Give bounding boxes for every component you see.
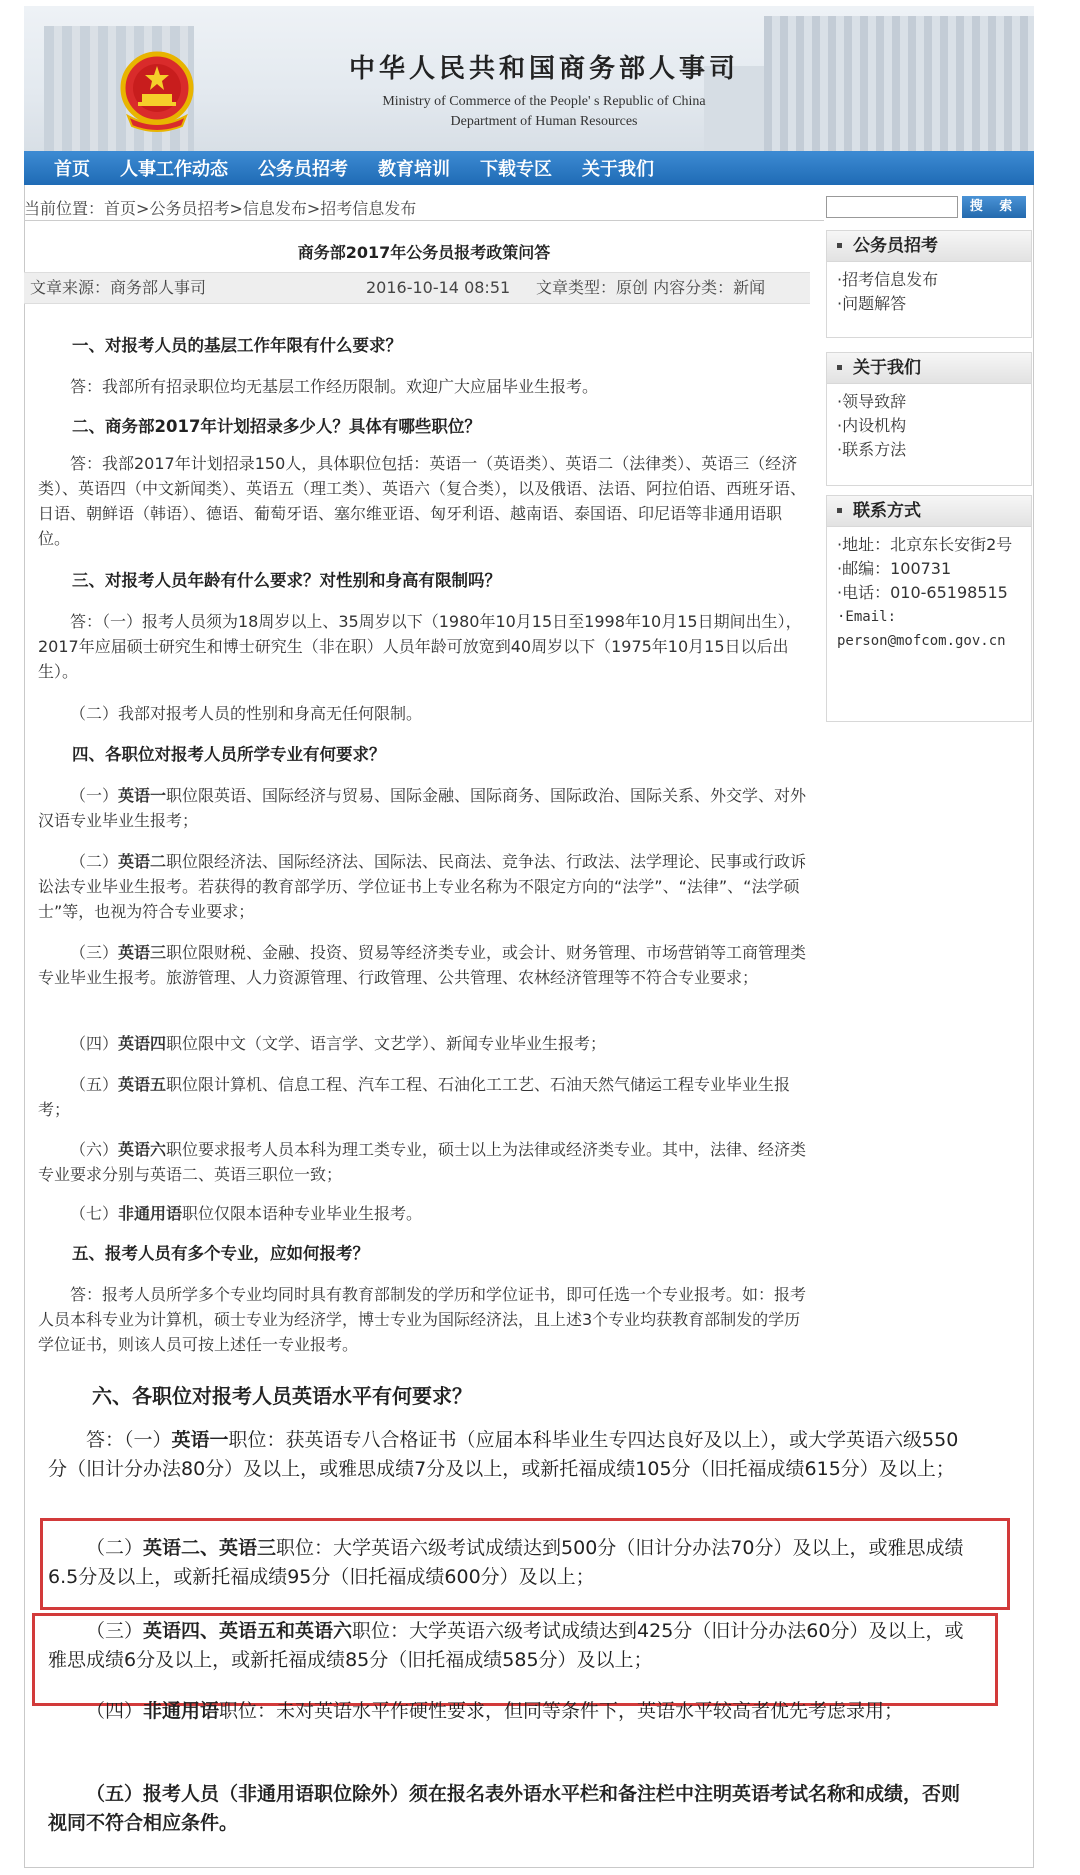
sidebar-section-about [826,352,1032,384]
answer-4-1 [38,783,810,833]
answer-text: 职位：获英语专八合格证书（应届本科毕业生专四达良好及以上），或大学英语六级550分（旧计分办法80分）及以上，或雅思成绩7分及以上，或新托福成绩105分（旧托福成绩615分）及以上； [48,1429,959,1480]
main-nav [24,151,1034,185]
answer-2: 答：我部2017年计划招录150人，具体职位包括：英语一（英语类）、英语二（法律类）、英语三（经济类）、英语四（中文新闻类）、英语五（理工类）、英语六（复合类），以及俄语、法语、阿拉伯语、西班牙语、日语、朝鲜语（韩语）、德语、葡萄牙语、塞尔维亚语、匈牙利语、越南语、泰国语、印尼语等非通用语职位。 [38,454,807,548]
answer-6-2 [48,1534,968,1592]
answer-4-3 [38,940,810,990]
sidebar-section-title: 联系方式 [853,501,921,521]
sidebar-link-faq[interactable]: ·问题解答 [837,294,907,313]
answer-text: 职位限财税、金融、投资、贸易等经济类专业，或会计、财务管理、市场营销等工商管理类专业毕业生报考。旅游管理、人力资源管理、行政管理、公共管理、农林经济管理等不符合专业要求； [38,943,807,987]
sidebar-link-info[interactable]: ·招考信息发布 [837,270,939,289]
answer-position: 英语二、英语三 [143,1537,277,1559]
question-4: 四、各职位对报考人员所学专业有何要求？ [72,745,386,764]
answer-prefix: （五） [70,1075,119,1094]
contact-phone: ·电话：010-65198515 [837,583,1008,602]
answer-prefix: （二） [86,1537,144,1559]
answer-text: 职位限计算机、信息工程、汽车工程、石油化工工艺、石油天然气储运工程专业毕业生报考； [38,1075,791,1119]
answer-text: 职位仅限本语种专业毕业生报考。 [182,1204,423,1223]
bullet-icon [837,508,842,513]
answer-position: 英语三 [118,943,167,962]
article-title: 商务部2017年公务员报考政策问答 [297,243,551,262]
search-button[interactable]: 搜 索 [962,196,1026,218]
nav-home[interactable]: 首页 [54,159,90,180]
answer-6-1 [48,1426,968,1484]
contact-zip: ·邮编：100731 [837,559,952,578]
bullet-icon [837,243,842,248]
answer-prefix: 答：（一） [86,1429,172,1451]
breadcrumb-info[interactable]: 信息发布 [242,199,307,218]
sidebar-section-contact [826,495,1032,527]
answer-position: 英语四、英语五和英语六 [143,1620,353,1642]
sidebar-link-leaders[interactable]: ·领导致辞 [837,392,907,411]
sidebar-box-recruitment [826,262,1032,338]
answer-5: 答：报考人员所学多个专业均同时具有教育部制发的学历和学位证书，即可任选一个专业报考。如：报考人员本科专业为计算机，硕士专业为经济学，博士专业为国际经济法，且上述3个专业均获教育部制发的学历学位证书，则该人员可按上述任一专业报考。 [38,1285,807,1354]
breadcrumb-divider [24,220,824,221]
answer-prefix: （六） [70,1140,119,1159]
question-6: 六、各职位对报考人员英语水平有何要求？ [92,1384,472,1408]
answer-prefix: （二） [70,852,119,871]
answer-prefix: （三） [86,1620,144,1642]
search-input[interactable] [826,196,958,218]
answer-prefix: （三） [70,943,119,962]
answer-prefix: （四） [86,1700,144,1722]
breadcrumb-sep: > [136,199,150,218]
sidebar-box-contact [826,527,1032,722]
site-title-en: Ministry of Commerce of the People' s Republic of China [382,94,706,109]
sidebar-section-recruitment [826,230,1032,262]
answer-position: 英语四 [118,1034,167,1053]
question-3: 三、对报考人员年龄有什么要求？对性别和身高有限制吗？ [72,571,501,590]
breadcrumb-sep: > [306,199,321,218]
breadcrumb-recruitment[interactable]: 公务员招考 [149,199,230,218]
answer-text: 职位限中文（文学、语言学、文艺学）、新闻专业毕业生报考； [166,1034,607,1053]
contact-email-label: ·Email: [837,609,897,625]
question-5: 五、报考人员有多个专业，应如何报考？ [72,1244,369,1263]
nav-downloads[interactable]: 下载专区 [480,159,552,180]
answer-text: 职位：大学英语六级考试成绩达到425分（旧计分办法60分）及以上，或雅思成绩6分及以上，或新托福成绩85分（旧托福成绩585分）及以上； [48,1620,964,1671]
answer-prefix: （四） [70,1034,119,1053]
answer-6-5: （五）报考人员（非通用语职位除外）须在报名表外语水平栏和备注栏中注明英语考试名称和成绩，否则视同不符合相应条件。 [48,1783,961,1834]
answer-position: 非通用语 [143,1700,220,1722]
answer-text: 职位：未对英语水平作硬性要求，但同等条件下，英语水平较高者优先考虑录用； [219,1700,904,1722]
sidebar-link-contact[interactable]: ·联系方法 [837,440,907,459]
answer-4-2 [38,849,810,924]
answer-4-5 [38,1072,810,1122]
answer-4-7 [38,1201,810,1226]
nav-training[interactable]: 教育培训 [378,159,450,180]
question-1: 一、对报考人员的基层工作年限有什么要求？ [72,336,402,355]
answer-1: 答：我部所有招录职位均无基层工作经历限制。欢迎广大应届毕业生报考。 [70,377,599,396]
nav-recruitment[interactable]: 公务员招考 [258,159,348,180]
answer-text: 职位要求报考人员本科为理工类专业，硕士以上为法律或经济类专业。其中，法律、经济类专业要求分别与英语二、英语三职位一致； [38,1140,807,1184]
site-header [24,6,1034,151]
sidebar-link-structure[interactable]: ·内设机构 [837,416,907,435]
nav-hr-news[interactable]: 人事工作动态 [120,159,228,180]
answer-position: 英语六 [118,1140,167,1159]
answer-position: 非通用语 [118,1204,183,1223]
answer-position: 英语一 [171,1429,229,1451]
header-building-right [764,16,1034,151]
contact-email[interactable]: person@mofcom.gov.cn [837,633,1006,649]
question-2: 二、商务部2017年计划招录多少人？具体有哪些职位？ [72,417,481,436]
breadcrumb-sep: > [229,199,243,218]
answer-3-1: 答：（一）报考人员须为18周岁以上、35周岁以下（1980年10月15日至1998年10月15日期间出生），2017年应届硕士研究生和博士研究生（非在职）人员年龄可放宽到40周岁以下（1975年10月15日以后出生）。 [38,612,802,681]
answer-position: 英语一 [118,786,167,805]
article-meta [24,272,810,304]
answer-6-4 [48,1697,968,1726]
article-date: 2016-10-14 08:51 [366,278,511,297]
breadcrumb-prefix: 当前位置： [24,199,105,218]
sidebar-section-title: 关于我们 [853,358,921,378]
answer-position: 英语五 [118,1075,167,1094]
answer-position: 英语二 [118,852,167,871]
answer-text: 职位限经济法、国际经济法、国际法、民商法、竞争法、行政法、法学理论、民事或行政诉讼法专业毕业生报考。若获得的教育部学历、学位证书上专业名称为不限定方向的“法学”、“法律”、“法学硕士”等，也视为符合专业要求； [38,852,807,921]
answer-prefix: （七） [70,1204,119,1223]
answer-4-4 [38,1031,810,1056]
breadcrumb [24,196,416,219]
answer-6-3 [48,1617,968,1675]
breadcrumb-current[interactable]: 招考信息发布 [320,199,417,218]
breadcrumb-home[interactable]: 首页 [104,199,137,218]
answer-text: 职位：大学英语六级考试成绩达到500分（旧计分办法70分）及以上，或雅思成绩6.5分及以上，或新托福成绩95分（旧托福成绩600分）及以上； [48,1537,964,1588]
answer-3-2: （二）我部对报考人员的性别和身高无任何限制。 [70,704,423,723]
article-source: 文章来源：商务部人事司 [30,278,207,297]
article-type: 文章类型：原创 内容分类：新闻 [536,278,766,297]
site-subtitle-en: Department of Human Resources [450,114,638,129]
sidebar-section-title: 公务员招考 [853,236,938,256]
nav-about[interactable]: 关于我们 [582,159,654,180]
national-emblem-icon [112,46,202,136]
contact-address: ·地址：北京东长安街2号 [837,535,1013,554]
site-title: 中华人民共和国商务部人事司 [348,54,739,84]
answer-prefix: （一） [70,786,119,805]
answer-4-6 [38,1137,810,1187]
answer-text: 职位限英语、国际经济与贸易、国际金融、国际商务、国际政治、国际关系、外交学、对外汉语专业毕业生报考； [38,786,807,830]
bullet-icon [837,365,842,370]
sidebar-box-about [826,384,1032,486]
